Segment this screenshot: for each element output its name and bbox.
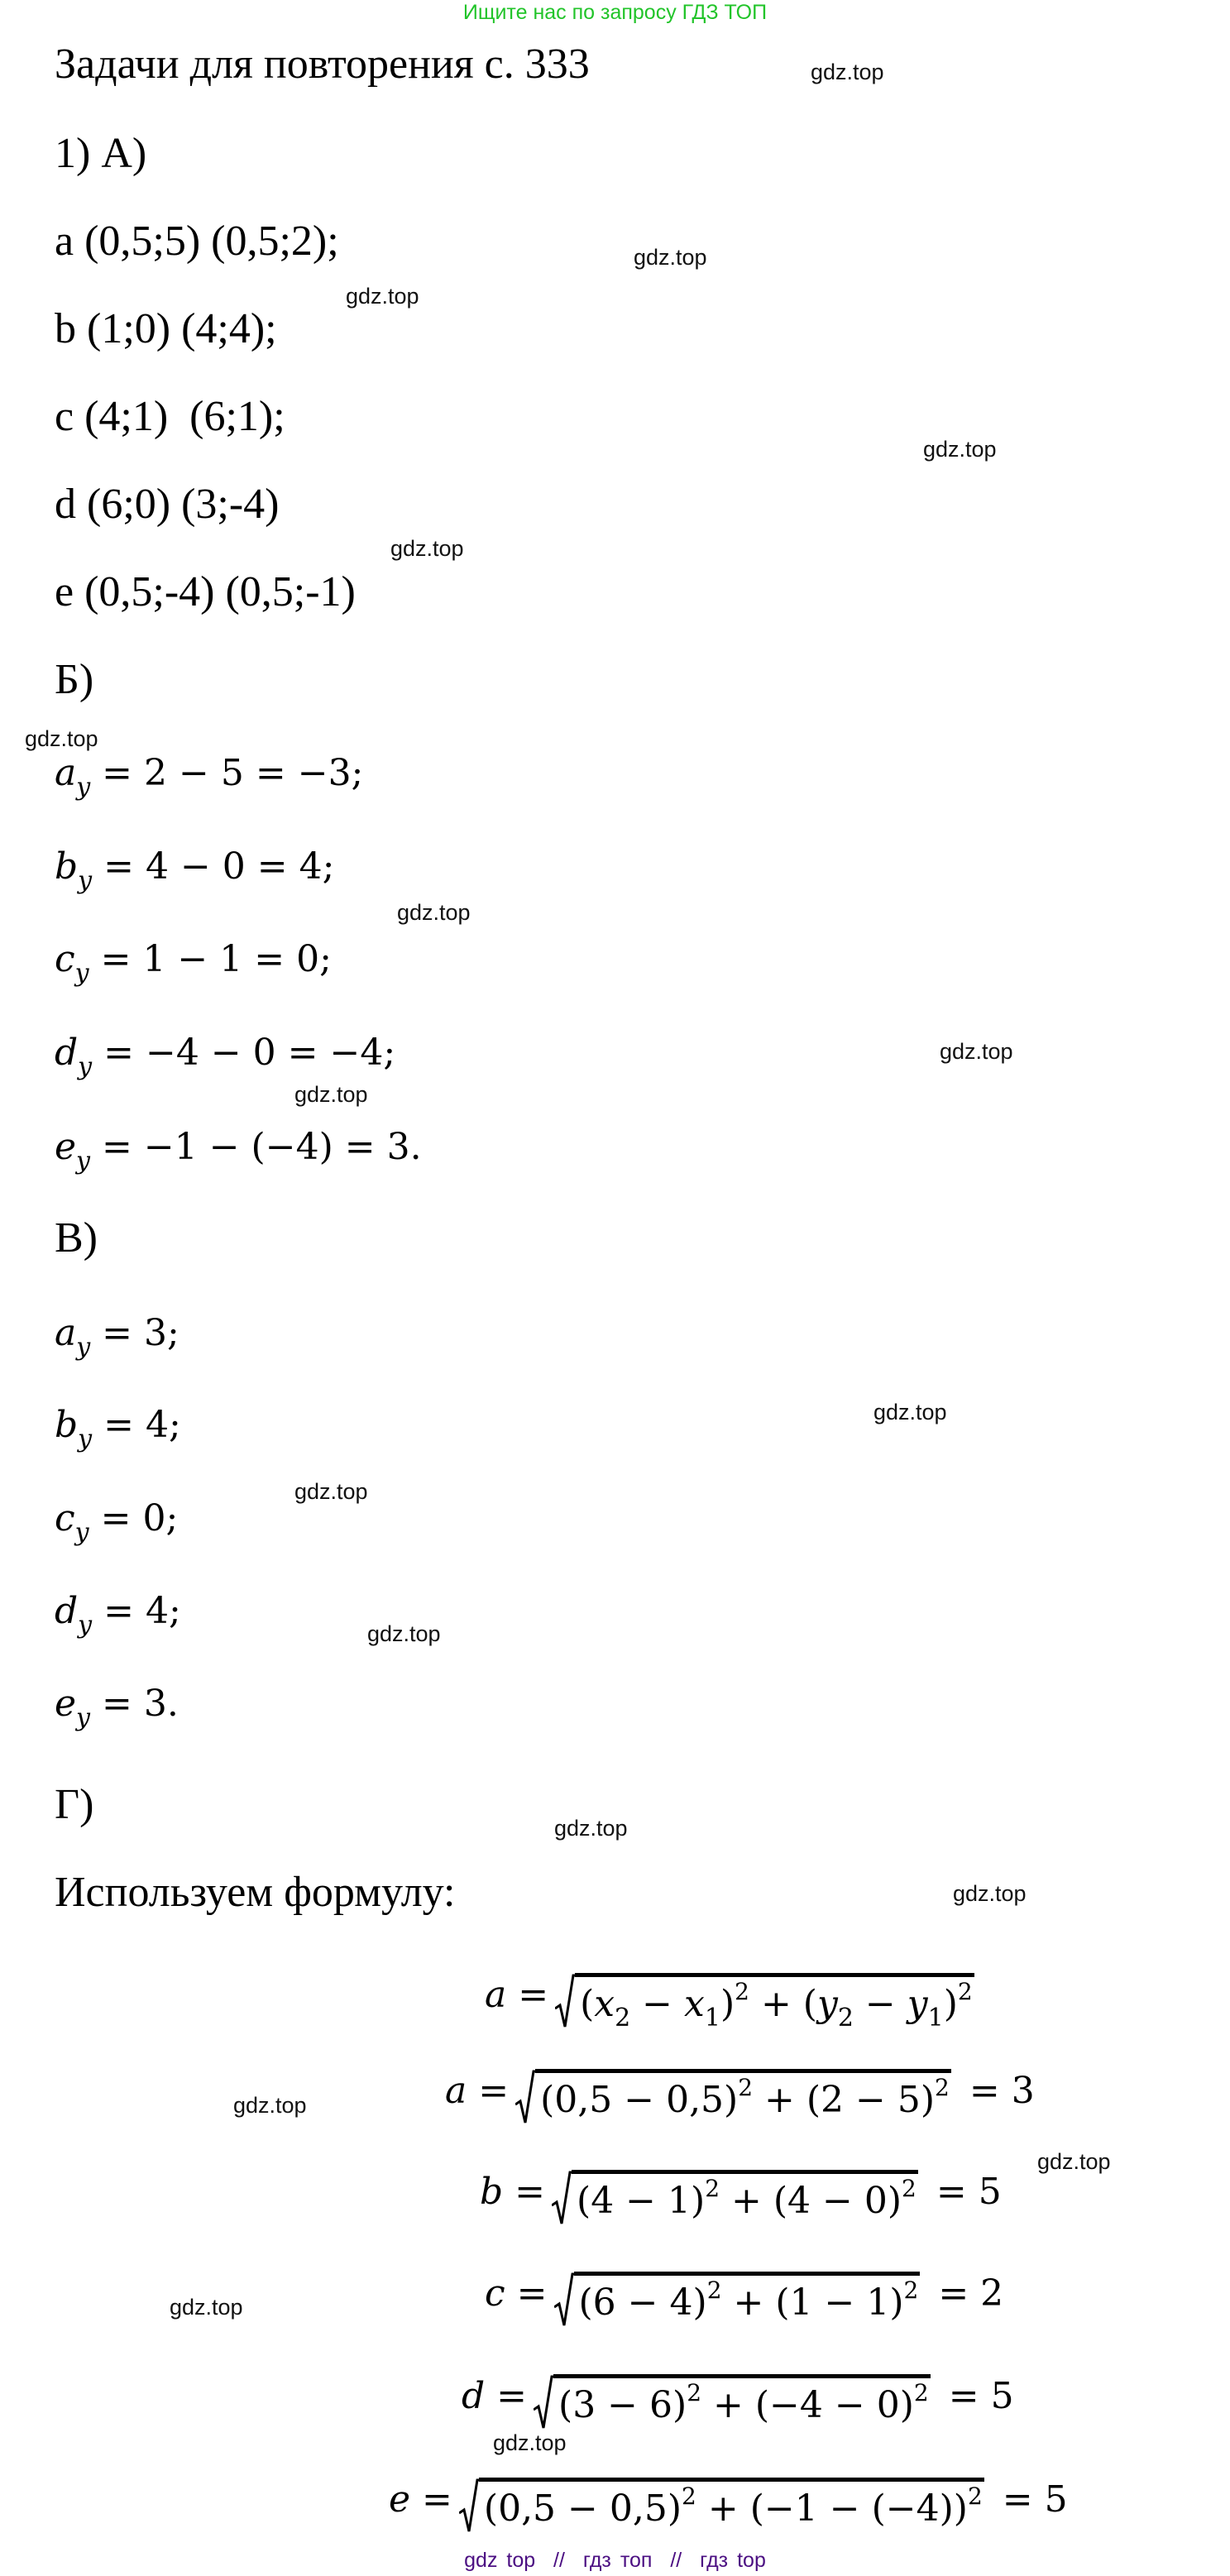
var-d: d: [55, 1590, 79, 1632]
formula-lhs: d: [462, 2375, 486, 2417]
paren-close: ): [720, 1983, 735, 2025]
distance-formula-general: [485, 1962, 981, 2033]
power: 2: [705, 2175, 720, 2202]
power: 2: [967, 2483, 983, 2510]
var-x1: x: [684, 1983, 705, 2025]
var-a: a: [55, 752, 77, 794]
var-a: a: [55, 1312, 77, 1354]
term: (3 − 6): [558, 2384, 687, 2426]
formula-result: = 5: [936, 2375, 1014, 2417]
sub-2: 2: [837, 2004, 854, 2033]
paren-open: (: [580, 1983, 595, 2025]
term: (0,5 − 0,5): [483, 2487, 682, 2530]
footer-links[interactable]: gdz top // гдз топ // гдз top: [464, 2549, 766, 2572]
equation-d-y-value: [55, 1587, 181, 1640]
power: 2: [902, 2175, 917, 2202]
equation-c-y-value: [55, 1494, 179, 1547]
formula-lhs: c: [485, 2272, 505, 2315]
equation-d-y-diff: [55, 1028, 396, 1081]
term: + (−1 − (−4)): [696, 2487, 968, 2530]
sub-y: y: [74, 1518, 89, 1547]
watermark: gdz.top: [493, 2430, 567, 2455]
watermark: gdz.top: [923, 437, 997, 462]
term: + (2 − 5): [753, 2079, 936, 2121]
formula-result: = 3: [957, 2070, 1035, 2112]
radicand: [574, 2272, 921, 2327]
sqrt: [534, 2374, 931, 2430]
power: 2: [682, 2483, 696, 2510]
watermark: gdz.top: [233, 2093, 307, 2118]
equals-sign: =: [506, 1974, 549, 2016]
point-line-d: d (6;0) (3;-4): [55, 481, 280, 528]
expr: = −1 − (−4) = 3.: [90, 1126, 422, 1168]
expr: = 4;: [92, 1590, 181, 1632]
term: + (1 − 1): [721, 2282, 904, 2324]
radicand: [575, 1973, 974, 2033]
sub-1: 1: [704, 2004, 720, 2033]
term: (6 − 4): [578, 2282, 707, 2324]
point-line-b: b (1;0) (4;4);: [55, 305, 277, 352]
distance-formula-b: [480, 2159, 1002, 2225]
equals-sign: =: [505, 2272, 548, 2315]
sub-y: y: [76, 1333, 91, 1362]
distance-formula-d: [462, 2363, 1014, 2430]
formula-intro: Используем формулу:: [55, 1869, 456, 1916]
watermark: gdz.top: [294, 1479, 368, 1504]
equals-sign: =: [503, 2171, 546, 2213]
radicand: [572, 2170, 918, 2225]
watermark: gdz.top: [554, 1816, 628, 1841]
term: (4 − 1): [577, 2180, 706, 2222]
sqrt: [459, 2478, 984, 2533]
plus-op: +: [749, 1983, 803, 2025]
point-line-e: e (0,5;-4) (0,5;-1): [55, 568, 356, 615]
equals-sign: =: [485, 2375, 528, 2417]
expr: = 2 − 5 = −3;: [90, 752, 364, 794]
paren-open: (: [802, 1983, 817, 2025]
power: 2: [913, 2379, 929, 2406]
sub-y: y: [74, 959, 89, 988]
sub-y: y: [76, 1147, 90, 1175]
point-line-c: c (4;1) (6;1);: [55, 393, 285, 440]
power: 2: [687, 2379, 702, 2406]
minus-op: −: [630, 1983, 685, 2025]
watermark: gdz.top: [397, 900, 471, 925]
watermark: gdz.top: [390, 536, 464, 561]
sub-1: 1: [927, 2004, 944, 2033]
term: (0,5 − 0,5): [540, 2079, 739, 2121]
radical-sign-icon: [555, 1974, 575, 2028]
search-banner[interactable]: Ищите нас по запросу ГДЗ ТОП: [462, 1, 768, 24]
var-b: b: [55, 1404, 79, 1446]
var-b: b: [55, 845, 79, 888]
sqrt: [555, 1973, 974, 2033]
radicand: [553, 2374, 931, 2430]
page-title: Задачи для повторения с. 333: [55, 41, 590, 88]
power: 2: [957, 1978, 973, 2005]
formula-lhs: a: [445, 2070, 467, 2112]
sqrt: [554, 2272, 921, 2327]
watermark: gdz.top: [294, 1082, 368, 1107]
section-b-label: Б): [55, 656, 94, 703]
section-g-label: Г): [55, 1781, 94, 1828]
expr: = 4 − 0 = 4;: [92, 845, 335, 888]
var-e: e: [55, 1126, 77, 1168]
var-y1: y: [907, 1983, 928, 2025]
equals-sign: =: [410, 2478, 452, 2521]
var-y2: y: [816, 1983, 838, 2025]
equation-b-y-value: [55, 1401, 181, 1453]
task-label: 1) А): [55, 130, 147, 177]
sub-y: y: [78, 1611, 93, 1640]
expr: = 4;: [92, 1404, 181, 1446]
watermark: gdz.top: [170, 2295, 243, 2320]
formula-result: = 5: [924, 2171, 1002, 2213]
equation-a-y-value: [55, 1309, 179, 1362]
watermark: gdz.top: [953, 1881, 1027, 1906]
power: 2: [935, 2074, 950, 2101]
equation-e-y-value: [55, 1679, 179, 1732]
expr: = 3;: [90, 1312, 179, 1354]
distance-formula-c: [485, 2261, 1003, 2327]
radical-sign-icon: [534, 2375, 553, 2430]
watermark: gdz.top: [1037, 2149, 1111, 2174]
sqrt: [515, 2069, 951, 2124]
expr: = −4 − 0 = −4;: [92, 1032, 396, 1074]
equation-c-y-diff: [55, 935, 332, 988]
sub-y: y: [76, 1703, 90, 1732]
equation-b-y-diff: [55, 842, 335, 895]
section-v-label: В): [55, 1214, 98, 1262]
watermark: gdz.top: [25, 726, 98, 751]
radical-sign-icon: [515, 2070, 535, 2124]
var-x2: x: [594, 1983, 615, 2025]
formula-result: = 5: [990, 2478, 1068, 2521]
sub-y: y: [76, 773, 91, 802]
watermark: gdz.top: [873, 1400, 947, 1424]
radical-sign-icon: [552, 2171, 572, 2225]
radical-sign-icon: [554, 2272, 574, 2327]
formula-lhs: e: [389, 2478, 411, 2521]
term: + (4 − 0): [720, 2180, 902, 2222]
var-e: e: [55, 1683, 77, 1725]
watermark: gdz.top: [940, 1039, 1013, 1064]
distance-formula-e: [389, 2467, 1068, 2533]
watermark: gdz.top: [367, 1621, 441, 1646]
sub-y: y: [78, 1052, 93, 1081]
power: 2: [738, 2074, 754, 2101]
watermark: gdz.top: [634, 245, 707, 270]
var-c: c: [55, 1497, 75, 1539]
power: 2: [735, 1978, 749, 2005]
equation-e-y-diff: [55, 1123, 422, 1175]
var-c: c: [55, 938, 75, 980]
power: 2: [706, 2277, 722, 2304]
formula-lhs: b: [480, 2171, 504, 2213]
radicand: [535, 2069, 951, 2124]
sub-y: y: [78, 866, 93, 895]
point-line-a: a (0,5;5) (0,5;2);: [55, 218, 339, 265]
var-d: d: [55, 1032, 79, 1074]
power: 2: [903, 2277, 919, 2304]
expr: = 0;: [89, 1497, 179, 1539]
watermark: gdz.top: [811, 60, 884, 84]
radicand: [479, 2478, 984, 2533]
expr: = 3.: [90, 1683, 179, 1725]
sub-2: 2: [615, 2004, 631, 2033]
sub-y: y: [78, 1424, 93, 1453]
sqrt: [552, 2170, 918, 2225]
paren-close: ): [943, 1983, 958, 2025]
equals-sign: =: [467, 2070, 510, 2112]
watermark: gdz.top: [346, 284, 419, 309]
formula-lhs: a: [485, 1974, 507, 2016]
radical-sign-icon: [459, 2478, 479, 2533]
expr: = 1 − 1 = 0;: [89, 938, 332, 980]
equation-a-y-diff: [55, 749, 364, 802]
minus-op: −: [853, 1983, 907, 2025]
formula-result: = 2: [926, 2272, 1004, 2315]
distance-formula-a: [445, 2058, 1035, 2124]
term: + (−4 − 0): [701, 2384, 914, 2426]
